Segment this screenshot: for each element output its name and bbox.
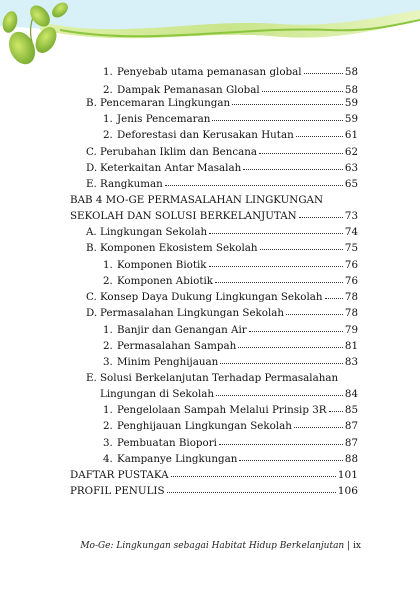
toc-entry-page: 76 xyxy=(344,259,358,271)
toc-entry-page: 106 xyxy=(337,485,358,497)
toc-entry-page: 59 xyxy=(344,97,358,109)
toc-entry-label: Penyebab utama pemanasan global xyxy=(117,66,302,78)
toc-entry xyxy=(86,97,358,110)
toc-entry-page: 87 xyxy=(344,420,358,432)
toc-entry-page: 58 xyxy=(344,66,358,78)
footer-separator: | xyxy=(347,541,351,551)
toc-entry-number: 3. xyxy=(103,437,113,449)
toc-entry-label: Rangkuman xyxy=(100,178,163,190)
leaf-header-decoration xyxy=(0,0,420,70)
toc-entry xyxy=(103,453,358,466)
toc-entry xyxy=(103,66,358,79)
toc-leader-dots xyxy=(209,233,343,234)
chapter-heading: BAB 4 MO-GE PERMASALAHAN LINGKUNGAN xyxy=(70,194,323,206)
toc-entry-number: 2. xyxy=(103,420,113,432)
toc-entry-number: 3. xyxy=(103,356,113,368)
toc-entry-page: 84 xyxy=(344,388,358,400)
toc-entry xyxy=(103,420,358,433)
footer-book-title: Mo-Ge: Lingkungan sebagai Habitat Hidup Berkelanjutan xyxy=(80,541,345,551)
toc-entry-number: 4. xyxy=(103,453,113,465)
toc-entry xyxy=(86,146,358,159)
toc-entry xyxy=(100,388,358,401)
toc-entry-label: Deforestasi dan Kerusakan Hutan xyxy=(117,129,294,141)
toc-entry-label: Penghijauan Lingkungan Sekolah xyxy=(117,420,292,432)
toc-leader-dots xyxy=(294,427,343,428)
toc-entry xyxy=(103,129,358,142)
toc-leader-dots xyxy=(216,395,343,396)
toc-leader-dots xyxy=(325,298,343,299)
toc-entry-number: 2. xyxy=(103,275,113,287)
toc-entry-page: 63 xyxy=(344,162,358,174)
toc-leader-dots xyxy=(220,363,343,364)
toc-entry xyxy=(103,275,358,288)
toc-entry xyxy=(70,485,358,498)
toc-entry-page: 65 xyxy=(344,178,358,190)
toc-leader-dots xyxy=(259,153,343,154)
toc-entry xyxy=(70,210,358,223)
toc-entry-page: 81 xyxy=(344,340,358,352)
toc-entry-number: B. xyxy=(86,242,97,254)
toc-entry-page: 78 xyxy=(344,291,358,303)
toc-entry-number: B. xyxy=(86,97,97,109)
toc-entry-label: Jenis Pencemaran xyxy=(117,113,211,125)
toc-entry xyxy=(103,437,358,450)
toc-entry-page: 58 xyxy=(344,84,358,96)
toc-entry xyxy=(103,324,358,337)
toc-entry-number: C. xyxy=(86,291,97,303)
toc-leader-dots xyxy=(171,476,336,477)
toc-entry-number: 2. xyxy=(103,340,113,352)
toc-entry-number: 1. xyxy=(103,324,113,336)
toc-entry-label: Lingungan di Sekolah xyxy=(100,388,215,400)
toc-entry-label: Permasalahan Sampah xyxy=(117,340,237,352)
toc-leader-dots xyxy=(215,282,343,283)
toc-entry xyxy=(86,307,358,320)
toc-entry-page: 73 xyxy=(344,210,358,222)
toc-entry-page: 59 xyxy=(344,113,358,125)
toc-entry-heading xyxy=(86,372,338,385)
toc-entry-label: PROFIL PENULIS xyxy=(70,485,165,497)
toc-entry-page: 101 xyxy=(337,469,358,481)
toc-entry-label: Pembuatan Biopori xyxy=(117,437,217,449)
toc-entry-number: E. xyxy=(86,178,97,190)
toc-entry-number: 1. xyxy=(103,404,113,416)
toc-entry-label: Solusi Berkelanjutan Terhadap Permasalahan xyxy=(100,372,339,384)
toc-entry xyxy=(86,162,358,175)
toc-entry xyxy=(103,113,358,126)
toc-entry-label: Keterkaitan Antar Masalah xyxy=(100,162,242,174)
toc-entry xyxy=(103,259,358,272)
toc-entry-page: 78 xyxy=(344,307,358,319)
toc-leader-dots xyxy=(165,185,343,186)
toc-entry-page: 85 xyxy=(344,404,358,416)
toc-entry-label: Komponen Biotik xyxy=(117,259,207,271)
toc-leader-dots xyxy=(209,266,343,267)
toc-leader-dots xyxy=(249,331,343,332)
toc-entry xyxy=(86,226,358,239)
toc-entry-page: 83 xyxy=(344,356,358,368)
toc-entry xyxy=(86,178,358,191)
toc-entry-label: Kampanye Lingkungan xyxy=(117,453,238,465)
toc-entry xyxy=(103,84,358,97)
toc-entry xyxy=(86,291,358,304)
toc-leader-dots xyxy=(238,347,343,348)
toc-leader-dots xyxy=(304,73,343,74)
toc-entry-page: 75 xyxy=(344,242,358,254)
page-footer xyxy=(0,541,361,551)
toc-entry-label: Perubahan Iklim dan Bencana xyxy=(100,146,258,158)
toc-entry-label: Lingkungan Sekolah xyxy=(100,226,208,238)
toc-leader-dots xyxy=(212,120,343,121)
toc-entry-label: Pengelolaan Sampah Melalui Prinsip 3R xyxy=(117,404,327,416)
toc-entry-label: Dampak Pemanasan Global xyxy=(117,84,260,96)
toc-entry-label: Minim Penghijauan xyxy=(117,356,219,368)
toc-entry-page: 88 xyxy=(344,453,358,465)
toc-entry-label: DAFTAR PUSTAKA xyxy=(70,469,169,481)
toc-entry-label: Pencemaran Lingkungan xyxy=(100,97,231,109)
toc-entry-page: 61 xyxy=(344,129,358,141)
toc-leader-dots xyxy=(296,136,343,137)
toc-entry-label: Konsep Daya Dukung Lingkungan Sekolah xyxy=(100,291,323,303)
toc-entry-number: 2. xyxy=(103,129,113,141)
toc-leader-dots xyxy=(243,169,343,170)
toc-entry-page: 74 xyxy=(344,226,358,238)
toc-entry-label: Komponen Ekosistem Sekolah xyxy=(100,242,258,254)
toc-entry-number: A. xyxy=(86,226,97,238)
toc-entry-number: 1. xyxy=(103,113,113,125)
toc-entry xyxy=(103,340,358,353)
toc-entry-number: 2. xyxy=(103,84,113,96)
toc-leader-dots xyxy=(167,492,336,493)
toc-entry-page: 87 xyxy=(344,437,358,449)
toc-leader-dots xyxy=(239,460,343,461)
toc-entry xyxy=(86,242,358,255)
toc-entry-label: Permasalahan Lingkungan Sekolah xyxy=(100,307,285,319)
toc-entry-page: 62 xyxy=(344,146,358,158)
toc-entry-page: 76 xyxy=(344,275,358,287)
toc-entry-page: 79 xyxy=(344,324,358,336)
toc-entry-number: D. xyxy=(86,307,98,319)
toc-leader-dots xyxy=(299,217,343,218)
toc-leader-dots xyxy=(219,444,343,445)
toc-entry-number: C. xyxy=(86,146,97,158)
footer-page-number: ix xyxy=(353,541,361,551)
toc-leader-dots xyxy=(329,411,343,412)
toc-entry-number: E. xyxy=(86,372,97,384)
toc-entry-number: 1. xyxy=(103,259,113,271)
toc-leader-dots xyxy=(260,249,343,250)
toc-entry xyxy=(70,469,358,482)
toc-leader-dots xyxy=(262,91,343,92)
toc-entry-number: D. xyxy=(86,162,98,174)
toc-entry-label: Komponen Abiotik xyxy=(117,275,213,287)
toc-entry-number: 1. xyxy=(103,66,113,78)
toc-entry xyxy=(103,404,358,417)
toc-leader-dots xyxy=(286,314,343,315)
toc-leader-dots xyxy=(232,104,343,105)
toc-entry xyxy=(103,356,358,369)
toc-entry-label: SEKOLAH DAN SOLUSI BERKELANJUTAN xyxy=(70,210,297,222)
toc-entry-label: Banjir dan Genangan Air xyxy=(117,324,247,336)
